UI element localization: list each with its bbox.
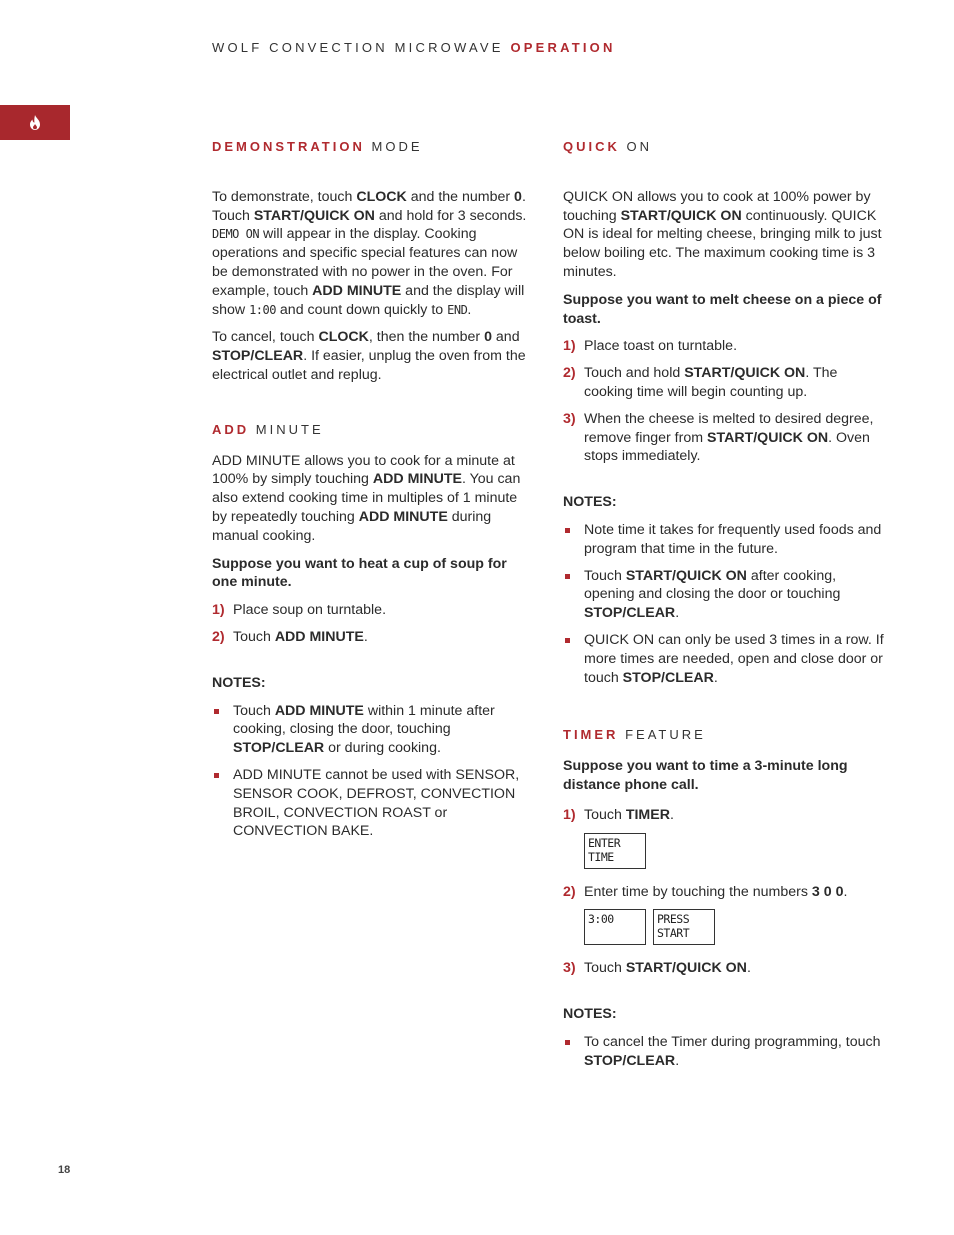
- quick-on-paragraph: QUICK ON allows you to cook at 100% power by touching START/QUICK ON continuously. QUICK ON is ideal for melting cheese, bringing milk to just below boiling etc. The maximum cooking time is 3 minutes.: [563, 188, 882, 280]
- step-item: 1) Place soup on turntable.: [212, 602, 387, 619]
- left-column: [212, 138, 534, 849]
- step-item: 3) Touch START/QUICK ON.: [563, 960, 751, 977]
- step-item: 2) Enter time by touching the numbers 3 0 0.: [563, 883, 848, 900]
- display-text-end: END: [447, 302, 468, 317]
- heading-accent: TIMER: [563, 727, 619, 743]
- demonstration-mode-heading: [212, 138, 534, 157]
- bullet-icon: [563, 1033, 584, 1071]
- note-item: ADD MINUTE cannot be used with SENSOR, SENSOR COOK, DEFROST, CONVECTION BROIL, CONVECTION ROAST or CONVECTION BAKE.: [212, 766, 534, 841]
- note-item: Note time it takes for frequently used foods and program that time in the future.: [563, 521, 885, 559]
- header-section: OPERATION: [510, 40, 616, 55]
- step-item: 3) When the cheese is melted to desired degree, remove finger from START/QUICK ON. Oven stops immediately.: [563, 410, 874, 465]
- add-minute-suppose: Suppose you want to heat a cup of soup for one minute.: [212, 555, 507, 591]
- timer-suppose: Suppose you want to time a 3-minute long distance phone call.: [563, 758, 848, 793]
- bullet-icon: [563, 631, 584, 687]
- notes-heading: NOTES:: [563, 494, 617, 511]
- demo-paragraph-1: To demonstrate, touch CLOCK and the number 0. Touch START/QUICK ON and hold for 3 seconds. DEMO ON will appear in the display. Cooking operations and specific special features can now be demonstrated with no power in the oven. For example, touch ADD MINUTE and the display will show 1:00 and count down quickly to END.: [212, 188, 527, 318]
- note-item: Touch ADD MINUTE within 1 minute after cooking, closing the door, touching STOP/CLEAR or during cooking.: [212, 702, 534, 758]
- note-item: To cancel the Timer during programming, touch STOP/CLEAR.: [563, 1033, 885, 1071]
- step-item: 2) Touch ADD MINUTE.: [212, 628, 368, 645]
- demo-paragraph-2: To cancel, touch CLOCK, then the number 0 and STOP/CLEAR. If easier, unplug the oven from the electrical outlet and replug.: [212, 329, 526, 383]
- running-header: [212, 40, 616, 55]
- section-tab: [0, 105, 70, 140]
- display-enter-time: ENTER TIME: [584, 833, 646, 869]
- heading-rest: FEATURE: [625, 727, 706, 743]
- note-item: QUICK ON can only be used 3 times in a row. If more times are needed, open and close door or touch STOP/CLEAR.: [563, 631, 885, 687]
- notes-heading: NOTES:: [212, 674, 266, 691]
- add-minute-heading: [212, 421, 534, 440]
- bullet-icon: [212, 766, 233, 841]
- bullet-icon: [563, 521, 584, 559]
- bullet-icon: [563, 567, 584, 623]
- right-column: [563, 138, 885, 1079]
- bullet-icon: [212, 702, 233, 758]
- heading-accent: QUICK: [563, 139, 620, 154]
- note-item: Touch START/QUICK ON after cooking, opening and closing the door or touching STOP/CLEAR.: [563, 567, 885, 623]
- heading-accent: ADD: [212, 421, 250, 437]
- heading-rest: MODE: [371, 139, 423, 154]
- heading-rest: MINUTE: [255, 421, 324, 437]
- display-text-demo-on: DEMO ON: [212, 227, 260, 242]
- notes-heading: NOTES:: [563, 1006, 617, 1023]
- heading-rest: ON: [626, 139, 653, 154]
- display-time: 3:00: [584, 909, 646, 945]
- add-minute-paragraph: ADD MINUTE allows you to cook for a minute at 100% by simply touching ADD MINUTE. You can also extend cooking time in multiples of 1 minute by repeatedly touching ADD MINUTE during manual cooking.: [212, 452, 521, 544]
- page-number: 18: [58, 1164, 71, 1176]
- timer-feature-heading: [563, 726, 885, 745]
- quick-on-heading: [563, 138, 885, 157]
- display-press-start: PRESS START: [653, 909, 715, 945]
- step-item: 1) Place toast on turntable.: [563, 338, 738, 355]
- display-text-1-00: 1:00: [249, 302, 276, 317]
- heading-accent: DEMONSTRATION: [212, 139, 365, 154]
- header-prefix: WOLF CONVECTION MICROWAVE: [212, 40, 504, 55]
- quick-on-suppose: Suppose you want to melt cheese on a piece of toast.: [563, 291, 882, 327]
- step-item: 2) Touch and hold START/QUICK ON. The cooking time will begin counting up.: [563, 365, 838, 400]
- step-item: 1) Touch TIMER.: [563, 806, 674, 823]
- flame-icon: [29, 115, 41, 130]
